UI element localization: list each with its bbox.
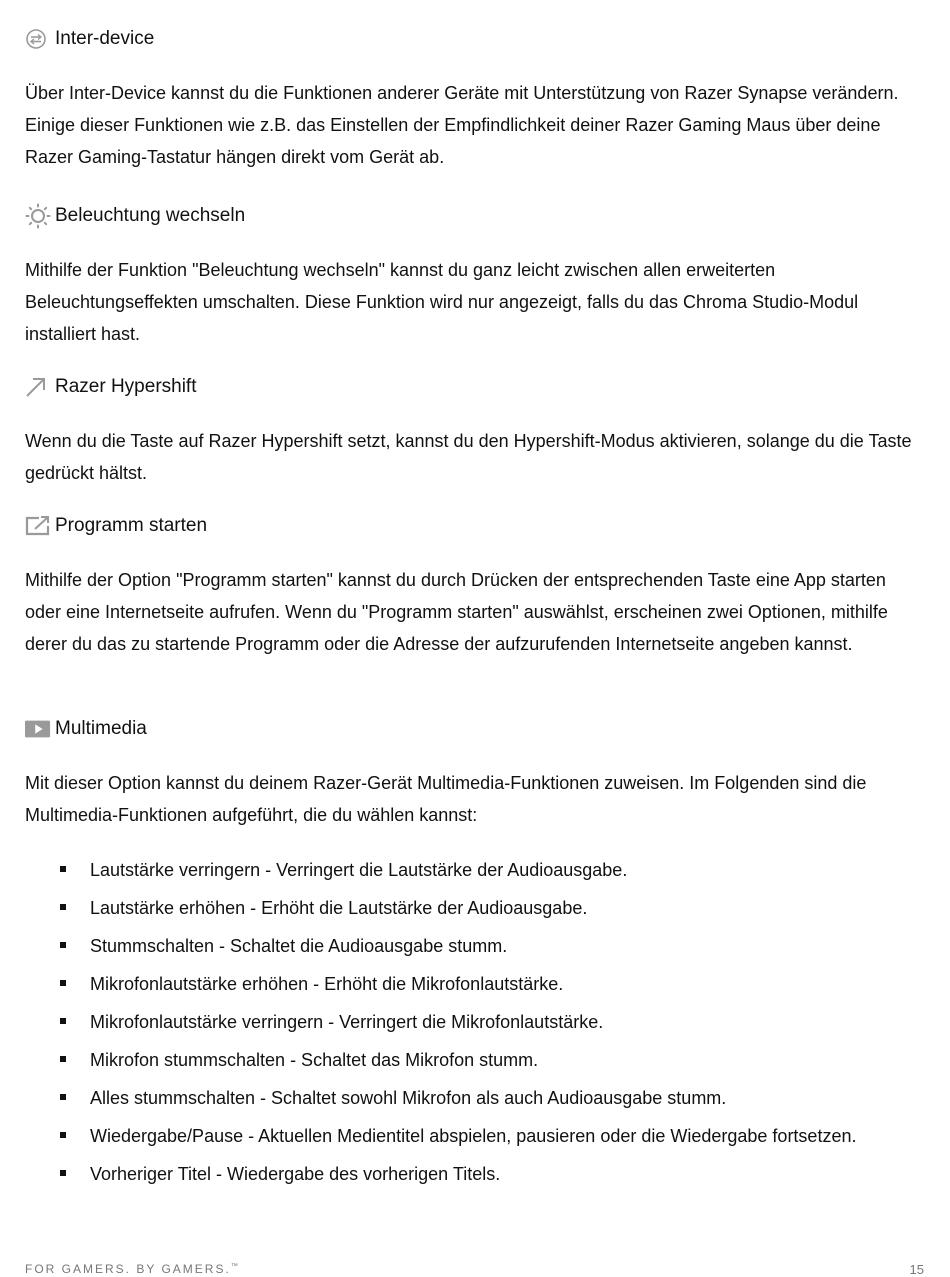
launch-program-icon bbox=[25, 514, 51, 538]
section-body-multimedia bbox=[25, 767, 925, 831]
section-body-hypershift bbox=[25, 425, 925, 489]
inter-device-icon bbox=[25, 27, 51, 51]
section-title: Beleuchtung wechseln bbox=[55, 205, 246, 226]
paragraph: Wenn du die Taste auf Razer Hypershift setzt, kannst du den Hypershift-Modus aktivieren, solange du die Taste gedrückt hältst. bbox=[25, 431, 912, 483]
page-number: 15 bbox=[909, 1262, 924, 1277]
section-title: Razer Hypershift bbox=[55, 376, 197, 397]
list-item: Lautstärke verringern - Verringert die Lautstärke der Audioausgabe. bbox=[60, 856, 920, 885]
section-title: Inter-device bbox=[55, 28, 155, 49]
multimedia-function-list bbox=[60, 856, 920, 1198]
section-title: Multimedia bbox=[55, 718, 147, 739]
bullet-square-icon bbox=[60, 1132, 66, 1138]
bullet-square-icon bbox=[60, 980, 66, 986]
bullet-square-icon bbox=[60, 1056, 66, 1062]
trademark-symbol: ™ bbox=[230, 1263, 238, 1270]
section-heading-inter-device bbox=[25, 26, 154, 52]
bullet-square-icon bbox=[60, 1018, 66, 1024]
list-item: Lautstärke erhöhen - Erhöht die Lautstärke der Audioausgabe. bbox=[60, 894, 920, 923]
list-item: Mikrofonlautstärke verringern - Verringert die Mikrofonlautstärke. bbox=[60, 1008, 920, 1037]
bullet-square-icon bbox=[60, 904, 66, 910]
paragraph: Mithilfe der Option "Programm starten" kannst du durch Drücken der entsprechenden Taste eine App starten oder eine Internetseite aufrufen. Wenn du "Programm starten" auswählst, erscheinen zwei Optionen, mithilfe derer du das zu startende Programm oder die Adresse der aufzurufenden Internetseite angeben kannst. bbox=[25, 570, 888, 654]
list-item: Mikrofon stummschalten - Schaltet das Mikrofon stumm. bbox=[60, 1046, 920, 1075]
section-heading-hypershift bbox=[25, 374, 197, 400]
list-item: Mikrofonlautstärke erhöhen - Erhöht die Mikrofonlautstärke. bbox=[60, 970, 920, 999]
lighting-switch-icon bbox=[25, 204, 51, 228]
section-body-launch-program bbox=[25, 564, 925, 660]
paragraph: Über Inter-Device kannst du die Funktionen anderer Geräte mit Unterstützung von Razer Synapse verändern. Einige dieser Funktionen wie z.B. das Einstellen der Empfindlichkeit deiner Razer Gaming Maus über deine Razer Gaming-Tastatur hängen direkt vom Gerät ab. bbox=[25, 83, 899, 167]
section-title: Programm starten bbox=[55, 515, 208, 536]
list-item: Stummschalten - Schaltet die Audioausgabe stumm. bbox=[60, 932, 920, 961]
section-heading-launch-program bbox=[25, 513, 207, 539]
list-item: Alles stummschalten - Schaltet sowohl Mikrofon als auch Audioausgabe stumm. bbox=[60, 1084, 920, 1113]
paragraph: Mithilfe der Funktion "Beleuchtung wechseln" kannst du ganz leicht zwischen allen erweiterten Beleuchtungseffekten umschalten. Diese Funktion wird nur angezeigt, falls du das Chroma Studio-Modul installiert hast. bbox=[25, 260, 859, 344]
bullet-square-icon bbox=[60, 1170, 66, 1176]
bullet-square-icon bbox=[60, 1094, 66, 1100]
list-item: Wiedergabe/Pause - Aktuellen Medientitel abspielen, pausieren oder die Wiedergabe fortsetzen. bbox=[60, 1122, 920, 1151]
section-heading-multimedia bbox=[25, 716, 147, 742]
bullet-square-icon bbox=[60, 942, 66, 948]
list-item: Vorheriger Titel - Wiedergabe des vorherigen Titels. bbox=[60, 1160, 920, 1189]
paragraph: Mit dieser Option kannst du deinem Razer-Gerät Multimedia-Funktionen zuweisen. Im Folgenden sind die Multimedia-Funktionen aufgeführt, die du wählen kannst: bbox=[25, 773, 867, 825]
hypershift-arrow-icon bbox=[25, 375, 51, 399]
multimedia-play-icon bbox=[25, 717, 51, 741]
footer-tagline: FOR GAMERS. BY GAMERS.™ bbox=[25, 1262, 238, 1276]
section-heading-lighting bbox=[25, 203, 245, 229]
section-body-lighting bbox=[25, 254, 925, 350]
section-body-inter-device bbox=[25, 77, 925, 173]
bullet-square-icon bbox=[60, 866, 66, 872]
